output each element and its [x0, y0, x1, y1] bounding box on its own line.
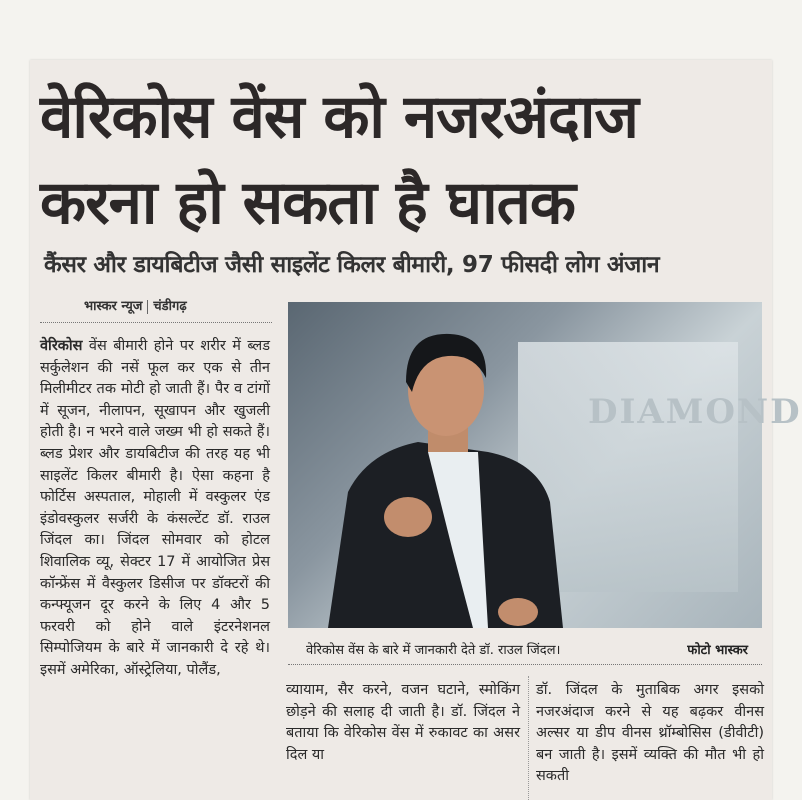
article-column-3: डॉ. जिंदल के मुताबिक अगर इसको नजरअंदाज करने से यह बढ़कर वीनस अल्सर या डीप वीनस थ्रॉम्बोसिस (डीवीटी) बन जाती है। इसमें व्यक्ति की मौत भी हो सकती — [536, 682, 764, 785]
photo-backdrop-text: DIAMOND — [588, 392, 802, 432]
article-column-1 — [40, 336, 270, 682]
photo-caption — [306, 640, 762, 658]
article-column-2: व्यायाम, सैर करने, वजन घटाने, स्मोकिंग छोड़ने की सलाह दी जाती है। डॉ. जिंदल ने बताया कि वेरिकोस वेंस में रुकावट का असर दिल या — [286, 682, 520, 763]
article-photo — [288, 302, 802, 628]
byline-source: भास्कर न्यूज — [84, 299, 143, 314]
byline-city: चंडीगढ़ — [153, 299, 187, 314]
lead-word: वेरिकोस — [40, 338, 83, 354]
speaker-figure — [288, 302, 762, 628]
byline-separator — [147, 300, 148, 314]
subheadline: कैंसर और डायबिटीज जैसी साइलेंट किलर बीमारी, 97 फीसदी लोग अंजान — [44, 252, 660, 278]
column-1-text: वेंस बीमारी होने पर शरीर में ब्लड सर्कुलेशन की नसें फूल कर एक से तीन मिलीमीटर तक मोटी हो जाती हैं। पैर व टांगों में सूजन, नीलापन, सूखापन और खुजली होती है। न भरने वाले जख्म भी हो सकते हैं। ब्लड प्रेशर और डायबिटीज की तरह यह भी साइलेंट किलर बीमारी है। ऐसा कहना है फोर्टिस अस्पताल, मोहाली में वस्कुलर एंड इंडोवस्कुलर सर्जरी के कंसल्टेंट डॉ. राउल जिंदल का। जिंदल सोमवार को होटल शिवालिक व्यू, सेक्टर 17 में आयोजित प्रेस कॉन्फ्रेंस में वैस्कुलर डिसीज पर डॉक्टरों की कन्फ्यूजन दूर करने के लिए 4 और 5 फरवरी को होने वाले इंटरनेशनल सिम्पोजियम के बारे में जानकारी दे रहे थे। इसमें अमेरिका, ऑस्ट्रेलिया, पोलैंड, — [40, 338, 270, 678]
byline-rule — [40, 322, 272, 323]
column-separator — [528, 676, 529, 800]
photo-credit: फोटो भास्कर — [687, 643, 748, 658]
caption-rule — [288, 664, 762, 665]
headline-line-1: वेरिकोस वेंस को नजरअंदाज — [40, 82, 638, 152]
byline — [84, 296, 187, 314]
headline-line-2: करना हो सकता है घातक — [40, 168, 575, 238]
caption-text: वेरिकोस वेंस के बारे में जानकारी देते डॉ. राउल जिंदल। — [306, 643, 561, 658]
